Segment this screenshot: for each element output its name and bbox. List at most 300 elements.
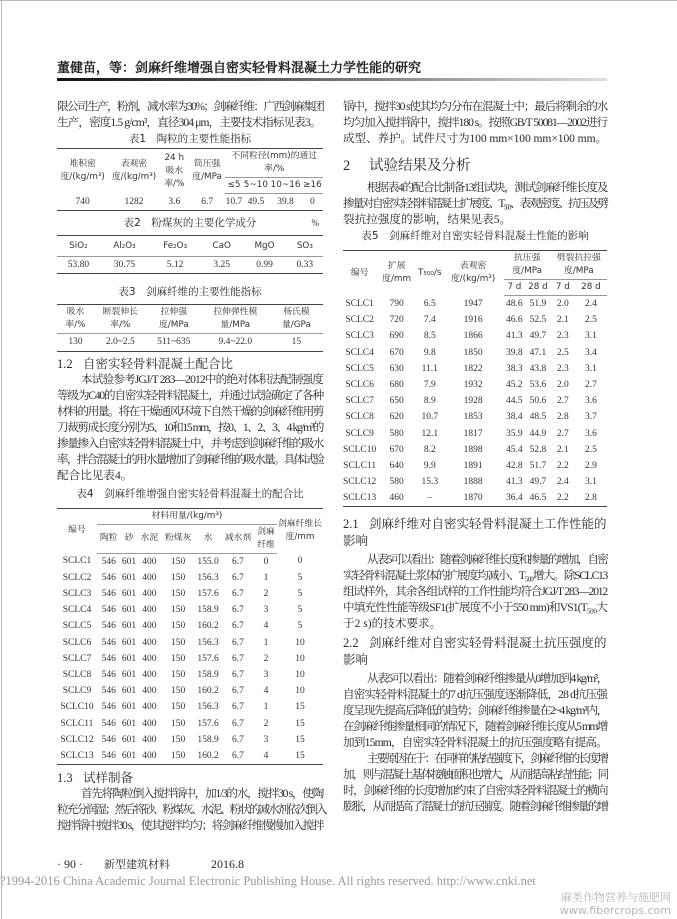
table-cell: SCLC4 bbox=[62, 605, 92, 616]
table-cell: 6.7 bbox=[231, 750, 244, 761]
table-row bbox=[57, 194, 323, 211]
text-line: 均匀加入搅拌锅中，搅拌180 s。按照GB/T 50081—2002进行 bbox=[343, 116, 607, 129]
running-header: 董健苗，等：剑麻纤维增强自密实轻骨料混凝土力学性能的研究 bbox=[57, 61, 422, 76]
table-cell: 601 bbox=[121, 653, 137, 664]
table-cell: SCLC5 bbox=[345, 363, 374, 374]
table-cell: 150 bbox=[171, 653, 186, 664]
table-cell: 52.8 bbox=[529, 444, 547, 455]
table-row bbox=[343, 312, 607, 328]
text-line: 自密实轻骨料混凝土的7 d抗压强度逐渐降低，28 d抗压强 bbox=[343, 688, 607, 702]
table-cell: 48.6 bbox=[506, 299, 523, 310]
table-cell: SCLC4 bbox=[345, 347, 374, 358]
table5-caption: 表5 剑麻纤维对自密实轻骨料混凝土性能的影响 bbox=[361, 230, 589, 242]
table-cell: 3.6 bbox=[585, 396, 597, 407]
journal-name: 新型建筑材料 bbox=[104, 858, 170, 871]
table-row bbox=[343, 442, 607, 458]
table-cell: 36.4 bbox=[506, 493, 523, 504]
table-cell: 3.1 bbox=[585, 477, 597, 488]
table-cell: 1 bbox=[263, 702, 269, 713]
section-title: 剑麻纤维对自密实轻骨料混凝土工作性能的 bbox=[369, 516, 607, 532]
table4 bbox=[57, 508, 323, 765]
table-cell: 2.7 bbox=[585, 380, 597, 391]
table-cell: 158.9 bbox=[197, 669, 219, 680]
text-line: 根据表4的配合比制备13组试块，测试剑麻纤维长度及 bbox=[367, 181, 607, 194]
table-row bbox=[343, 490, 607, 507]
th: MgO bbox=[242, 236, 286, 257]
table-cell: SCLC9 bbox=[62, 686, 92, 697]
table-cell: 160.2 bbox=[197, 750, 219, 761]
table-cell: 400 bbox=[142, 702, 157, 713]
table-cell: 0 bbox=[297, 556, 303, 567]
text-line: 在剑麻纤维掺量相同的情况下，随着剑麻纤维长度从5 mm增 bbox=[343, 720, 607, 734]
text-line: 时，剑麻纤维的长度增加约束了自密实轻骨料混凝土的横向 bbox=[343, 784, 607, 798]
table-cell: 10.7 bbox=[225, 197, 243, 208]
section-2-1-paragraph bbox=[343, 552, 607, 632]
table-cell: 601 bbox=[121, 734, 137, 745]
table-cell: 41.3 bbox=[506, 331, 523, 342]
table-cell: 2.5 bbox=[585, 315, 597, 326]
text-line: 主要原因在于：在同样的粘结强度下，剑麻纤维的长度增 bbox=[367, 752, 607, 766]
table-cell: 157.6 bbox=[197, 718, 219, 729]
table-cell: 2.3 bbox=[556, 363, 569, 374]
table-cell: 1282 bbox=[124, 196, 144, 207]
left-column bbox=[57, 99, 326, 834]
table-cell: 5 bbox=[297, 589, 303, 600]
table-cell: 3.6 bbox=[585, 428, 597, 439]
table-cell: SCLC13 bbox=[343, 493, 377, 504]
table-cell: 2 bbox=[263, 718, 269, 729]
table-cell: 150 bbox=[171, 589, 186, 600]
page-border-left bbox=[1, 0, 2, 919]
text-line: 等级为C40的自密实轻骨料混凝土，并通过试验确定了各种 bbox=[57, 388, 323, 402]
table-cell: 41.3 bbox=[506, 477, 523, 488]
table-cell: 546 bbox=[101, 653, 116, 664]
table-cell: SCLC5 bbox=[62, 621, 92, 632]
table-cell: SCLC11 bbox=[343, 460, 377, 471]
table-cell: 9.4~22.0 bbox=[218, 337, 253, 348]
table-cell: 546 bbox=[101, 637, 116, 648]
table-cell: 1817 bbox=[463, 428, 483, 439]
table-row bbox=[343, 426, 607, 442]
th: SiO₂ bbox=[57, 236, 100, 257]
table-cell: 3.25 bbox=[213, 260, 231, 271]
table-cell: 2.3 bbox=[556, 331, 569, 342]
table-cell: 3 bbox=[263, 734, 269, 745]
text-line: 裂抗拉强度的影响，结果见表5。 bbox=[343, 213, 512, 226]
table-cell: 160.2 bbox=[197, 686, 219, 697]
table-row bbox=[343, 296, 607, 313]
table-cell: 546 bbox=[101, 621, 116, 632]
th: 粉煤灰 bbox=[161, 524, 195, 553]
section-title: 剑麻纤维对自密实轻骨料混凝土抗压强度的 bbox=[369, 635, 607, 651]
text-line: 搅拌锅中搅拌30 s，使其搅拌均匀；将剑麻纤维慢慢加入搅拌 bbox=[57, 819, 323, 832]
th: 24 h吸水率/% bbox=[164, 152, 185, 189]
table-cell: 630 bbox=[389, 363, 404, 374]
table-row bbox=[57, 715, 323, 731]
continued-paragraph bbox=[343, 99, 607, 147]
table-cell: – bbox=[427, 493, 433, 504]
table-cell: 15 bbox=[295, 718, 305, 729]
section-title: 试样制备 bbox=[83, 770, 134, 785]
table-cell: 5 bbox=[297, 572, 303, 583]
table-cell: 601 bbox=[121, 589, 137, 600]
table-cell: 400 bbox=[142, 637, 157, 648]
table-cell: SCLC7 bbox=[62, 653, 92, 664]
th: 表观密度/(kg/m³) bbox=[111, 159, 157, 183]
section-2-1-heading bbox=[343, 515, 607, 532]
th: 材料用量/(kg/m³) bbox=[97, 508, 277, 524]
table-cell: 601 bbox=[121, 556, 137, 567]
th: CaO bbox=[201, 236, 242, 257]
table-cell: 601 bbox=[121, 702, 137, 713]
table-cell: 150 bbox=[171, 621, 186, 632]
section-title-cont: 影响 bbox=[343, 652, 369, 668]
text-line: 粒充分润湿；然后将砂、粉煤灰、水泥、粉状的减水剂依次倒入 bbox=[57, 803, 326, 816]
table-cell: 6.7 bbox=[231, 718, 244, 729]
table-cell: 511~635 bbox=[157, 337, 191, 348]
th: ≤5 bbox=[225, 178, 242, 194]
table3-caption: 表3 剑麻纤维的主要性能指标 bbox=[118, 286, 262, 299]
table-cell: 156.3 bbox=[197, 572, 219, 583]
table-cell: 4 bbox=[263, 686, 269, 697]
th: 编号 bbox=[68, 525, 86, 536]
table-row bbox=[343, 377, 607, 393]
table-cell: 546 bbox=[101, 702, 116, 713]
table-cell: 2.7 bbox=[556, 428, 569, 439]
table-cell: 8.5 bbox=[423, 331, 436, 342]
table-row bbox=[343, 393, 607, 409]
table-cell: 35.9 bbox=[506, 428, 523, 439]
table-cell: 6.7 bbox=[231, 669, 244, 680]
intro-paragraph bbox=[57, 99, 323, 131]
th: 杨氏模量/GPa bbox=[270, 305, 323, 334]
table-row bbox=[343, 474, 607, 490]
table-cell: 546 bbox=[101, 734, 116, 745]
table-cell: 546 bbox=[101, 605, 116, 616]
table-cell: 1928 bbox=[463, 396, 483, 407]
table-cell: 2 bbox=[263, 653, 269, 664]
th: 劈裂抗拉强度/MPa bbox=[551, 251, 607, 280]
table4-caption: 表4 剑麻纤维增强自密实轻骨料混凝土的配合比 bbox=[76, 487, 304, 500]
table-cell: 6.7 bbox=[231, 637, 244, 648]
table-cell: 6.7 bbox=[231, 653, 244, 664]
page-footer bbox=[57, 856, 262, 872]
right-column bbox=[343, 99, 607, 815]
table-cell: 12.1 bbox=[421, 428, 439, 439]
section-1-3-heading bbox=[57, 769, 323, 786]
th: 28 d bbox=[525, 280, 551, 296]
table-cell: 150 bbox=[171, 750, 186, 761]
table-cell: 50.6 bbox=[529, 396, 547, 407]
table-cell: 15 bbox=[291, 337, 302, 348]
table-cell: 601 bbox=[121, 605, 137, 616]
table-cell: 45.4 bbox=[506, 444, 523, 455]
table-cell: 601 bbox=[121, 750, 137, 761]
th: 不同粒径(mm)的通过率/% bbox=[225, 149, 323, 178]
watermark bbox=[560, 891, 671, 917]
table-cell: 1866 bbox=[463, 331, 483, 342]
table-cell: 670 bbox=[389, 347, 404, 358]
table-cell: 150 bbox=[171, 572, 186, 583]
th: 拉伸强度/MPa bbox=[147, 305, 201, 334]
table-cell: 400 bbox=[142, 653, 157, 664]
table-cell: 2.5 bbox=[585, 444, 597, 455]
table-cell: 2.9 bbox=[585, 460, 597, 471]
table-row bbox=[57, 667, 323, 683]
table-cell: SCLC1 bbox=[62, 556, 92, 567]
table-cell: 46.5 bbox=[529, 493, 547, 504]
table-cell: 7.9 bbox=[423, 380, 436, 391]
table-cell: 158.9 bbox=[197, 605, 219, 616]
table-cell: 30.75 bbox=[113, 260, 136, 271]
table-cell: 39.8 bbox=[506, 347, 523, 358]
table-cell: 43.8 bbox=[529, 363, 547, 374]
table-cell: 6.7 bbox=[231, 702, 244, 713]
table-row bbox=[57, 586, 323, 602]
table-cell: 400 bbox=[142, 605, 157, 616]
table-cell: 45.2 bbox=[506, 380, 523, 391]
table-cell: SCLC8 bbox=[62, 669, 92, 680]
th: 28 d bbox=[575, 280, 607, 296]
text-line: 加到15mm，自密实轻骨料混凝土的抗压强度略有提高。 bbox=[343, 736, 607, 750]
table-row bbox=[57, 334, 323, 351]
text-line: 锅中，搅拌30 s使其均匀分布在混凝土中；最后将剩余的水 bbox=[343, 100, 607, 113]
table-cell: 6.7 bbox=[231, 572, 244, 583]
table-cell: 680 bbox=[389, 380, 404, 391]
th: 表观密度/(kg/m³) bbox=[450, 261, 496, 285]
header-rule bbox=[57, 78, 607, 81]
th: 水 bbox=[195, 524, 221, 553]
table-cell: 640 bbox=[389, 460, 404, 471]
table-cell: 51.7 bbox=[529, 460, 547, 471]
table-row bbox=[57, 748, 323, 765]
table1-caption: 表1 陶粒的主要性能指标 bbox=[128, 133, 252, 145]
table-cell: 3.6 bbox=[168, 196, 181, 207]
table-cell: 1916 bbox=[463, 315, 483, 326]
table-cell: 670 bbox=[389, 444, 404, 455]
table-cell: 38.4 bbox=[506, 412, 523, 423]
table-cell: 601 bbox=[121, 718, 137, 729]
table-row bbox=[343, 458, 607, 474]
table-cell: SCLC6 bbox=[62, 637, 92, 648]
table-cell: 52.5 bbox=[529, 315, 547, 326]
table-cell: 157.6 bbox=[197, 653, 219, 664]
th: T₅₀₀/s bbox=[418, 267, 442, 278]
table-cell: 546 bbox=[101, 686, 116, 697]
th: Fe₂O₃ bbox=[149, 236, 201, 257]
table-cell: 720 bbox=[389, 315, 404, 326]
table-cell: 15 bbox=[295, 702, 305, 713]
th: 5~10 bbox=[242, 178, 269, 194]
table-cell: 150 bbox=[171, 669, 186, 680]
table-cell: 0.99 bbox=[256, 260, 273, 271]
table-cell: 1891 bbox=[463, 460, 483, 471]
section-number: 2 bbox=[343, 158, 351, 174]
section-2-2-heading bbox=[343, 634, 607, 651]
table-cell: 6.7 bbox=[231, 621, 244, 632]
table-cell: 460 bbox=[389, 493, 404, 504]
text-line: 率，拌合混凝土的用水量增加了剑麻纤维的吸水量。具体试验 bbox=[57, 452, 323, 466]
table1 bbox=[57, 148, 323, 211]
watermark-cn: 麻类作物营养与施肥网 bbox=[561, 891, 671, 904]
table-cell: SCLC7 bbox=[345, 396, 374, 407]
table-cell: 400 bbox=[142, 572, 157, 583]
table-cell: 10.7 bbox=[421, 412, 439, 423]
table-cell: 6.7 bbox=[231, 589, 244, 600]
table-row bbox=[57, 651, 323, 667]
text-line: 从表5可以看出：随着剑麻纤维掺量从0增加到4 kg/m³， bbox=[367, 672, 607, 686]
table-cell: 601 bbox=[121, 621, 137, 632]
th: 剑麻纤维长度/mm bbox=[278, 518, 322, 542]
table-cell: 546 bbox=[101, 718, 116, 729]
section-title: 试验结果及分析 bbox=[369, 158, 471, 174]
text-line: 掺量对自密实轻骨料混凝土扩展度、T₅₀₀、表观密度、抗压及劈 bbox=[343, 197, 607, 210]
table-cell: 3 bbox=[263, 669, 269, 680]
table-cell: 2.7 bbox=[556, 396, 569, 407]
th: ≥16 bbox=[302, 178, 323, 194]
table-cell: 650 bbox=[389, 396, 404, 407]
table-cell: 9.9 bbox=[423, 460, 436, 471]
table-row bbox=[343, 345, 607, 361]
table-cell: 4 bbox=[263, 750, 269, 761]
th: 水泥 bbox=[138, 524, 162, 553]
table-cell: 53.80 bbox=[67, 260, 90, 271]
watermark-url: www.fibercrops.com bbox=[559, 904, 671, 917]
table-cell: SCLC9 bbox=[345, 428, 374, 439]
table-cell: 601 bbox=[121, 572, 137, 583]
text-line: 限公司生产，粉剂，减水率为30%；剑麻纤维：广西剑麻集团 bbox=[57, 100, 324, 113]
table-cell: 6.7 bbox=[231, 605, 244, 616]
table-cell: 2.2 bbox=[556, 460, 569, 471]
text-line: 从表5可以看出：随着剑麻纤维长度和掺量的增加，自密 bbox=[367, 553, 607, 567]
table5 bbox=[343, 250, 607, 507]
table-cell: 2.8 bbox=[556, 412, 569, 423]
table-cell: 1 bbox=[263, 572, 269, 583]
table-cell: SCLC1 bbox=[345, 298, 374, 309]
table-cell: 15 bbox=[295, 750, 305, 761]
table-cell: 546 bbox=[101, 589, 116, 600]
table-row bbox=[57, 618, 323, 634]
table-row bbox=[343, 409, 607, 425]
table-cell: 44.5 bbox=[506, 396, 523, 407]
table-cell: 2.5 bbox=[556, 347, 569, 358]
table-cell: 11.1 bbox=[421, 363, 438, 374]
table-cell: 10 bbox=[295, 686, 305, 697]
text-line: 加，则与混凝土基体接触面积也增大，从而提高粘结性能；同 bbox=[343, 768, 608, 782]
table-cell: 3.1 bbox=[585, 363, 597, 374]
issue: 2016.8 bbox=[211, 857, 244, 871]
table-cell: 4 bbox=[263, 621, 269, 632]
table-cell: SCLC13 bbox=[60, 750, 94, 761]
table-cell: 601 bbox=[121, 637, 137, 648]
table-cell: SCLC12 bbox=[60, 734, 94, 745]
text-line: 材料的用量。将在干燥通风环境下自然干燥的剑麻纤维用剪 bbox=[57, 404, 323, 418]
table-cell: 0 bbox=[310, 197, 315, 208]
table-cell: 8.2 bbox=[423, 444, 436, 455]
table-cell: 740 bbox=[75, 196, 90, 207]
section-number: 1.3 bbox=[57, 771, 73, 785]
table-cell: 156.3 bbox=[197, 637, 219, 648]
table-cell: 10 bbox=[295, 653, 305, 664]
table-cell: 546 bbox=[101, 572, 116, 583]
page-number: · 90 · bbox=[57, 857, 83, 871]
table-cell: 400 bbox=[142, 556, 157, 567]
table-cell: 150 bbox=[171, 734, 186, 745]
table-cell: 1947 bbox=[463, 298, 483, 309]
table2-unit: % bbox=[311, 218, 319, 229]
table-cell: 1898 bbox=[463, 444, 483, 455]
table-cell: 1850 bbox=[463, 347, 483, 358]
table-cell: 400 bbox=[142, 686, 157, 697]
table-row bbox=[57, 732, 323, 748]
table-cell: 6.7 bbox=[231, 734, 244, 745]
table-cell: 156.3 bbox=[197, 702, 219, 713]
table-cell: 39.8 bbox=[277, 197, 294, 208]
th: 吸水率/% bbox=[57, 305, 94, 334]
table2 bbox=[57, 235, 323, 274]
table-cell: 7.4 bbox=[423, 315, 436, 326]
table-cell: 48.5 bbox=[529, 412, 547, 423]
table-cell: SCLC12 bbox=[343, 477, 377, 488]
table-cell: 400 bbox=[142, 718, 157, 729]
text-line: 实轻骨料混凝土浆体的扩展度均减小、T₅₀₀增大。除SCLC13 bbox=[343, 569, 607, 583]
table-cell: 6.5 bbox=[423, 298, 436, 309]
th: 扩展度/mm bbox=[382, 261, 412, 285]
table-row bbox=[57, 683, 323, 699]
table-cell: 44.9 bbox=[529, 428, 547, 439]
table-cell: 49.7 bbox=[529, 331, 547, 342]
table-cell: 160.2 bbox=[197, 621, 219, 632]
th: 减水剂 bbox=[221, 524, 255, 553]
table-cell: 2.2 bbox=[556, 493, 569, 504]
table-cell: 2.0 bbox=[556, 380, 569, 391]
table-cell: 150 bbox=[171, 605, 186, 616]
table-cell: 5.12 bbox=[166, 260, 184, 271]
table-cell: 6.7 bbox=[231, 686, 244, 697]
table-cell: 150 bbox=[171, 686, 186, 697]
table-cell: 400 bbox=[142, 589, 157, 600]
table-cell: 690 bbox=[389, 331, 404, 342]
table-cell: 150 bbox=[171, 702, 186, 713]
th: 断裂伸长率/% bbox=[94, 305, 147, 334]
th: 拉伸弹性模量/MPa bbox=[201, 305, 270, 334]
text-line: 刀裁剪成长度分别为5、10和15 mm，按0、1、2、3、4 kg/m³的 bbox=[57, 420, 323, 434]
table-row bbox=[57, 635, 323, 651]
th: 陶粒 bbox=[97, 524, 121, 553]
table-cell: 1853 bbox=[463, 412, 483, 423]
table-cell: 2.4 bbox=[585, 299, 597, 310]
table-cell: 130 bbox=[68, 337, 83, 348]
table-cell: 155.0 bbox=[197, 556, 219, 567]
table-cell: 49.7 bbox=[529, 477, 547, 488]
text-line: 首先将陶粒倒入搅拌锅中，加1/3的水，搅拌30 s，使陶 bbox=[81, 787, 323, 800]
table-cell: 2.0~2.5 bbox=[105, 337, 135, 348]
table-cell: 0 bbox=[263, 556, 269, 567]
table-cell: 8.9 bbox=[423, 396, 436, 407]
th: SO₃ bbox=[287, 236, 323, 257]
th: 抗压强度/MPa bbox=[504, 251, 551, 280]
table-cell: 5 bbox=[297, 605, 303, 616]
table-cell: 10 bbox=[295, 637, 305, 648]
section-title: 自密实轻骨料混凝土配合比 bbox=[83, 355, 234, 371]
table-cell: 1 bbox=[263, 637, 269, 648]
table-cell: 400 bbox=[142, 750, 157, 761]
section-1-3-paragraph bbox=[57, 786, 326, 834]
table-cell: SCLC6 bbox=[345, 380, 374, 391]
table-cell: 150 bbox=[171, 637, 186, 648]
th: Al₂O₃ bbox=[100, 236, 149, 257]
table-cell: 2.4 bbox=[556, 477, 569, 488]
